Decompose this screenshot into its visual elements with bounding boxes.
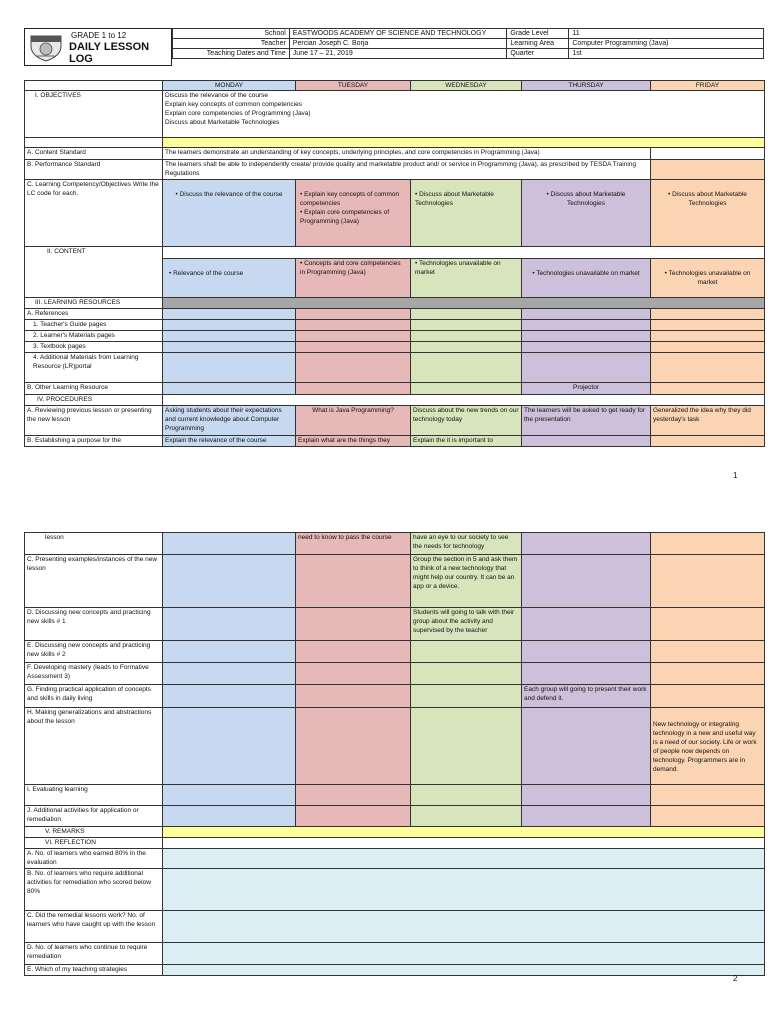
- cell: [522, 436, 651, 447]
- cell: [163, 608, 296, 641]
- refl-c-label: C. Did the remedial lessons work? No. of learners who have caught up with the lesson: [25, 911, 163, 943]
- day-tuesday: TUESDAY: [296, 81, 411, 91]
- teacher-value: Percian Joseph C. Borja: [289, 39, 507, 49]
- cell: [411, 785, 522, 806]
- procedures-label: IV. PROCEDURES: [25, 395, 163, 406]
- blank-cell: [163, 395, 765, 406]
- page-number: 1: [733, 471, 738, 480]
- cell: [651, 383, 765, 395]
- cell: [411, 708, 522, 785]
- content-text: Relevance of the course: [173, 270, 244, 277]
- proc-a-label: A. Reviewing previous lesson or presenting the new lesson: [25, 406, 163, 436]
- refl-a-answer: [163, 849, 765, 869]
- proc-b-wednesday: Explain the it is important to: [411, 436, 522, 447]
- objectives-text: [163, 91, 765, 138]
- learning-area-label: Learning Area: [507, 39, 569, 49]
- textbook-pages-label: 3. Textbook pages: [25, 342, 163, 353]
- proc-b-tuesday: Explain what are the things they: [296, 436, 411, 447]
- school-value: EASTWOODS ACADEMY OF SCIENCE AND TECHNOLOGY: [289, 29, 507, 39]
- objective-line: Explain core competencies of Programming (Java): [165, 110, 311, 117]
- cell: [411, 353, 522, 383]
- content-text: Technologies unavailable on market: [536, 270, 640, 277]
- proc-g-thursday: Each group will going to present their work and defend it.: [522, 685, 651, 708]
- cell: [651, 342, 765, 353]
- refl-d-answer: [163, 943, 765, 965]
- remarks-label: V. REMARKS: [25, 827, 163, 838]
- content-friday: • Technologies unavailable on market: [651, 259, 765, 298]
- cell: [522, 806, 651, 827]
- proc-a-monday: Asking students about their expectations and current knowledge about Computer Programming: [163, 406, 296, 436]
- other-resource-label: B. Other Learning Resource: [25, 383, 163, 395]
- dates-value: June 17 – 21, 2019: [289, 49, 507, 59]
- proc-i-label: I. Evaluating learning: [25, 785, 163, 806]
- bullet-item: • Explain key concepts of common competencies: [300, 191, 400, 207]
- proc-e-label: E. Discussing new concepts and practicing new skills # 2: [25, 641, 163, 663]
- quarter-label: Quarter: [507, 49, 569, 59]
- cell: [163, 641, 296, 663]
- refl-b-label: B. No. of learners who require additional activities for remediation who scored below 80%: [25, 869, 163, 911]
- header: [24, 28, 764, 66]
- competency-text: Discuss about Marketable Technologies: [550, 191, 626, 207]
- cell: [163, 708, 296, 785]
- cell: [522, 533, 651, 555]
- proc-b-label-cont: lesson: [25, 533, 163, 555]
- cell: [411, 383, 522, 395]
- cell: [522, 309, 651, 320]
- resource-thursday: Projector: [522, 383, 651, 395]
- proc-d-wednesday: Students will going to talk with their group about the activity and supervised by the teacher: [411, 608, 522, 641]
- cell: [296, 342, 411, 353]
- proc-h-friday: New technology or integrating technology in a new and useful way is a need of our society. Life or work of people now depends on technology. Programmers are in demand.: [651, 708, 765, 785]
- cell: [651, 785, 765, 806]
- competency-text: Discuss the relevance of the course: [179, 191, 283, 198]
- cell: [651, 331, 765, 342]
- proc-a-thursday: The learners will be asked to get ready for the presentation: [522, 406, 651, 436]
- performance-standard-label: B. Performance Standard: [25, 160, 163, 180]
- cell: [296, 309, 411, 320]
- page-title: DAILY LESSON LOG: [69, 41, 150, 65]
- cell: [163, 533, 296, 555]
- deped-seal-icon: [29, 32, 63, 62]
- competency-monday: • Discuss the relevance of the course: [163, 180, 296, 247]
- tg-pages-label: 1. Teacher's Guide pages: [25, 320, 163, 331]
- content-text: Technologies unavailable on market: [415, 260, 501, 276]
- competency-text: Discuss about Marketable Technologies: [672, 191, 747, 207]
- competency-text: Explain core competencies of Programming (Java): [300, 209, 389, 225]
- proc-g-label: G. Finding practical application of concepts and skills in daily living: [25, 685, 163, 708]
- cell: [651, 806, 765, 827]
- cell: [411, 806, 522, 827]
- refl-c-answer: [163, 911, 765, 943]
- content-thursday: • Technologies unavailable on market: [522, 259, 651, 298]
- lm-pages-label: 2. Learner's Materials pages: [25, 331, 163, 342]
- cell: [411, 320, 522, 331]
- content-wednesday: • Technologies unavailable on market: [411, 259, 522, 298]
- competency-text: Explain key concepts of common competencies: [300, 191, 400, 207]
- proc-a-tuesday: What is Java Programming?: [296, 406, 411, 436]
- proc-b-label: B. Establishing a purpose for the: [25, 436, 163, 447]
- refl-e-answer: [163, 965, 765, 976]
- learning-area-value: Computer Programming (Java): [569, 39, 764, 49]
- grade-level-label: Grade Level: [507, 29, 569, 39]
- refl-e-label: E. Which of my teaching strategies: [25, 965, 163, 976]
- competency-wednesday: • Discuss about Marketable Technologies: [411, 180, 522, 247]
- cell: [651, 436, 765, 447]
- cell: [651, 533, 765, 555]
- cell: [522, 331, 651, 342]
- blank-cell: [163, 247, 765, 259]
- blank-cell: [163, 838, 765, 849]
- content-monday: • Relevance of the course: [163, 259, 296, 298]
- cell: [411, 685, 522, 708]
- cell: [522, 608, 651, 641]
- proc-b-wednesday-cont: have an eye to our society to see the needs for technology: [411, 533, 522, 555]
- proc-f-label: F. Developing mastery (leads to Formative Assessment 3): [25, 663, 163, 685]
- cell: [296, 708, 411, 785]
- cell: [522, 320, 651, 331]
- page-number: 2: [733, 974, 738, 983]
- objectives-label: I. OBJECTIVES: [25, 91, 163, 138]
- proc-c-wednesday: Group the section in 5 and ask them to think of a new technology that might help our country. It can be an app or a device.: [411, 555, 522, 608]
- cell: [651, 663, 765, 685]
- blank-cell: [25, 81, 163, 91]
- proc-b-tuesday-cont: need to know to pass the course: [296, 533, 411, 555]
- cell: [651, 555, 765, 608]
- cell: [296, 353, 411, 383]
- objective-line: Discuss about Marketable Technologies: [165, 119, 280, 126]
- lr-portal-label: 4. Additional Materials from Learning Resource (LR)portal: [25, 353, 163, 383]
- competency-friday: • Discuss about Marketable Technologies: [651, 180, 765, 247]
- cell: [651, 685, 765, 708]
- cell: [296, 806, 411, 827]
- cell: [296, 641, 411, 663]
- proc-b-monday: Explain the relevance of the course: [163, 436, 296, 447]
- proc-a-friday: Generalized the idea why they did yesterday's task: [651, 406, 765, 436]
- lesson-table-page-2: [24, 532, 765, 976]
- cell: [411, 342, 522, 353]
- cell: [296, 663, 411, 685]
- proc-j-label: J. Additional activities for application or remediation: [25, 806, 163, 827]
- bullet-item: • Explain core competencies of Programming (Java): [300, 209, 389, 225]
- content-tuesday: • Concepts and core competencies in Programming (Java): [296, 259, 411, 298]
- cell: [522, 641, 651, 663]
- content-standard-label: A. Content Standard: [25, 148, 163, 160]
- highlight-band: [163, 138, 765, 148]
- info-table: [172, 28, 764, 59]
- reflection-label: VI. REFLECTION: [25, 838, 163, 849]
- cell: [522, 342, 651, 353]
- cell: [651, 320, 765, 331]
- refl-a-label: A. No. of learners who earned 80% in the evaluation: [25, 849, 163, 869]
- cell: [651, 309, 765, 320]
- day-friday: FRIDAY: [651, 81, 765, 91]
- cell: [522, 663, 651, 685]
- proc-a-wednesday: Discuss about the new trends on our technology today: [411, 406, 522, 436]
- cell: [163, 309, 296, 320]
- grade-range: GRADE 1 to 12: [71, 31, 127, 40]
- references-label: A. References: [25, 309, 163, 320]
- refl-b-answer: [163, 869, 765, 911]
- content-label: II. CONTENT: [25, 247, 163, 298]
- cell: [296, 383, 411, 395]
- cell: [296, 320, 411, 331]
- remarks-band: [163, 827, 765, 838]
- cell: [163, 331, 296, 342]
- competency-tuesday: [296, 180, 411, 247]
- lesson-table-page-1: [24, 80, 765, 447]
- objective-line: Explain key concepts of common competencies: [165, 101, 302, 108]
- cell: [163, 555, 296, 608]
- cell: [163, 342, 296, 353]
- cell: [163, 785, 296, 806]
- cell: [163, 353, 296, 383]
- cell: [296, 685, 411, 708]
- day-thursday: THURSDAY: [522, 81, 651, 91]
- content-standard-text: The learners demonstrate an understanding of key concepts, underlying principles, and core competencies in Programming (Java): [163, 148, 651, 160]
- cell: [411, 309, 522, 320]
- cell: [296, 331, 411, 342]
- content-text: Concepts and core competencies in Programming (Java): [300, 260, 401, 276]
- cell: [163, 685, 296, 708]
- cell: [163, 663, 296, 685]
- objective-line: Discuss the relevance of the course: [165, 92, 268, 99]
- cell: [163, 383, 296, 395]
- cell: [651, 641, 765, 663]
- cell: [651, 353, 765, 383]
- blank-cell: [651, 160, 765, 180]
- cell: [296, 608, 411, 641]
- grade-level-value: 11: [569, 29, 764, 39]
- blank-cell: [651, 148, 765, 160]
- day-monday: MONDAY: [163, 81, 296, 91]
- cell: [522, 353, 651, 383]
- cell: [296, 785, 411, 806]
- cell: [522, 785, 651, 806]
- teacher-label: Teacher: [173, 39, 290, 49]
- dates-label: Teaching Dates and Time: [173, 49, 290, 59]
- resources-label: III. LEARNING RESOURCES: [25, 298, 163, 309]
- competency-text: Discuss about Marketable Technologies: [415, 191, 494, 207]
- blank-cell: [25, 138, 163, 148]
- cell: [522, 555, 651, 608]
- gray-band: [163, 298, 765, 309]
- cell: [411, 663, 522, 685]
- day-wednesday: WEDNESDAY: [411, 81, 522, 91]
- school-label: School: [173, 29, 290, 39]
- quarter-value: 1st: [569, 49, 764, 59]
- logo-block: [24, 28, 172, 66]
- proc-h-label: H. Making generalizations and abstractions about the lesson: [25, 708, 163, 785]
- cell: [651, 608, 765, 641]
- cell: [163, 320, 296, 331]
- content-text: Technologies unavailable on market: [668, 270, 751, 286]
- competency-label: C. Learning Competency/Objectives Write the LC code for each.: [25, 180, 163, 247]
- refl-d-label: D. No. of learners who continue to require remediation: [25, 943, 163, 965]
- performance-standard-text: The learners shall be able to independently create/ provide quality and marketable product and/ or service in Programming (Java), as prescribed by TESDA Training Regulations: [163, 160, 651, 180]
- cell: [411, 331, 522, 342]
- competency-thursday: • Discuss about Marketable Technologies: [522, 180, 651, 247]
- proc-d-label: D. Discussing new concepts and practicing new skills # 1: [25, 608, 163, 641]
- cell: [411, 641, 522, 663]
- cell: [522, 708, 651, 785]
- cell: [296, 555, 411, 608]
- cell: [163, 806, 296, 827]
- proc-c-label: C. Presenting examples/instances of the new lesson: [25, 555, 163, 608]
